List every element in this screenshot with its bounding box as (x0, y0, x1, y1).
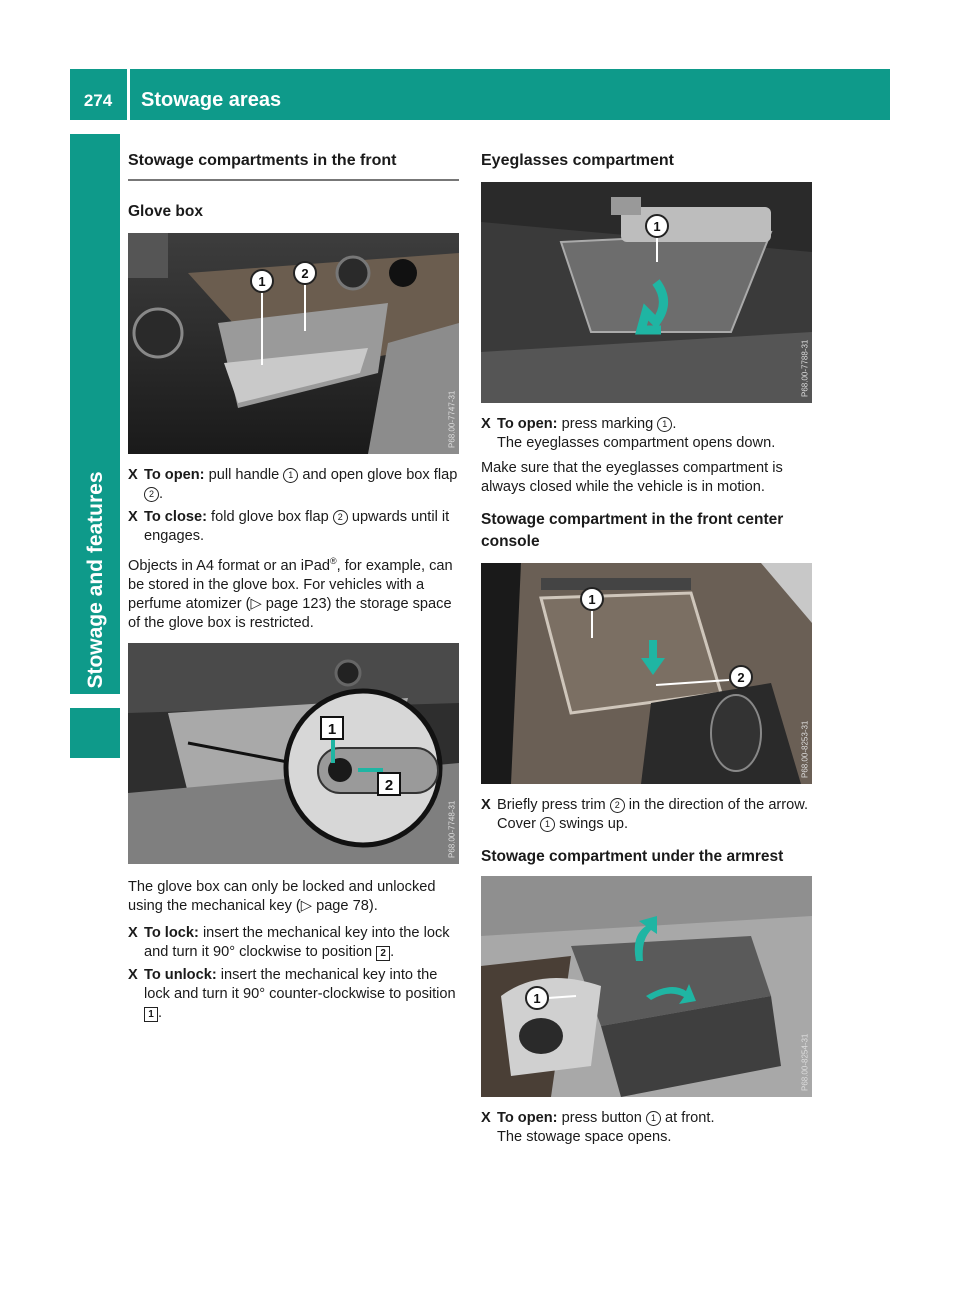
callout-ref: 1 (646, 1111, 661, 1126)
left-column (128, 150, 459, 1027)
glovebox-photo (128, 233, 459, 454)
photo-callout: 1 (588, 592, 596, 607)
glovebox-lock-photo (128, 643, 459, 864)
photo-code: P68.00-8253-31 (800, 720, 809, 778)
step-marker: X (481, 416, 491, 432)
step-text: and open glove box flap (302, 467, 458, 483)
callout-ref: 2 (144, 487, 159, 502)
glovebox-title: Glove box (128, 203, 203, 220)
photo-callout: 1 (653, 219, 661, 234)
photo-code: P68.00-7748-31 (447, 800, 456, 858)
instruction-step: X To open: press marking 1 . The eyeglasses compartment opens down. (481, 416, 776, 451)
step-text: fold glove box flap (211, 509, 329, 525)
step-result: swings up. (559, 816, 629, 832)
page-header (70, 69, 890, 120)
photo-callout: 1 (533, 991, 541, 1006)
eyeglasses-title: Eyeglasses compartment (481, 152, 674, 169)
photo-callout: 1 (258, 274, 266, 289)
paragraph-text: , for example, can be stored in the glove box. For vehicles with a perfume atomizer ( (128, 557, 453, 612)
instruction-step: X To unlock: insert the mechanical key into the lock and turn it 90° counter-clockwise to position 1 . (128, 966, 456, 1021)
step-text: Briefly press trim (497, 797, 606, 813)
side-tab-label: Stowage and features (84, 471, 107, 689)
step-label: To open: (497, 416, 558, 432)
paragraph-text: page 78). (316, 897, 378, 914)
center-console-photo (481, 563, 812, 784)
step-text: in the direction of the arrow. (628, 797, 809, 813)
instruction-step: X To lock: insert the mechanical key into the lock and turn it 90° clockwise to position 2 . (128, 924, 450, 960)
step-label: To unlock: (144, 966, 217, 983)
paragraph-text: page 123) the storage space of the glove box is restricted. (128, 595, 452, 631)
header-divider (127, 69, 130, 120)
step-label: To close: (144, 509, 207, 525)
step-text: press marking (561, 416, 654, 432)
instruction-step: X To open: pull handle 1 and open glove box flap 2 . (128, 467, 458, 502)
instruction-step (481, 1109, 813, 1147)
side-tab-marker (70, 708, 120, 758)
step-result: The stowage space opens. (497, 1129, 672, 1145)
section-title: Stowage compartments in the front (128, 152, 397, 169)
chapter-title: Stowage areas (141, 89, 282, 111)
photo-callout: 2 (301, 266, 309, 281)
callout-ref: 1 (540, 817, 555, 832)
step-label: To open: (497, 1110, 558, 1126)
step-marker: X (128, 924, 138, 941)
armrest-title: Stowage compartment under the armrest (481, 848, 784, 865)
paragraph-text: The glove box can only be locked and unlocked using the mechanical key ( (128, 878, 436, 914)
callout-ref: 2 (333, 510, 348, 525)
position-ref: 2 (376, 946, 390, 961)
step-text: at front. (665, 1110, 715, 1126)
page-ref-icon: ▷ (300, 897, 313, 914)
step-marker: X (481, 1110, 491, 1126)
callout-ref: 2 (610, 798, 625, 813)
step-text: insert the mechanical key into the lock and turn it 90° clockwise to position (144, 924, 450, 960)
step-result: The eyeglasses compartment opens down. (497, 435, 776, 451)
photo-code: P68.00-7747-31 (447, 390, 456, 448)
step-text: pull handle (208, 467, 280, 483)
step-marker: X (128, 966, 138, 983)
photo-code: P68.00-7788-31 (800, 339, 809, 397)
step-text: insert the mechanical key into the lock and turn it 90° counter-clockwise to position (144, 966, 456, 1002)
photo-callout: 2 (737, 670, 745, 685)
step-text: press button (561, 1110, 642, 1126)
instruction-step (128, 508, 459, 546)
callout-ref: 1 (283, 468, 298, 483)
step-marker: X (481, 797, 491, 813)
step-label: To lock: (144, 924, 199, 941)
photo-callout: 2 (384, 776, 394, 794)
step-marker: X (128, 467, 138, 483)
instruction-step (481, 796, 813, 834)
right-column (481, 150, 813, 1151)
page-ref-icon: ▷ (250, 595, 262, 612)
photo-callout: 1 (327, 720, 337, 738)
step-label: To open: (144, 467, 205, 483)
step-marker: X (128, 509, 138, 525)
position-ref: 1 (144, 1007, 158, 1022)
center-console-title: Stowage compartment in the front center console (481, 511, 784, 550)
page-number: 274 (83, 91, 113, 110)
paragraph (128, 552, 459, 633)
registered-mark: ® (329, 556, 337, 566)
step-text: upwards until it engages. (144, 509, 450, 544)
photo-code: P68.00-8254-31 (800, 1033, 809, 1091)
section-rule (128, 179, 459, 181)
paragraph: Make sure that the eyeglasses compartment is always closed while the vehicle is in motion. (481, 460, 783, 495)
step-result: Cover (497, 816, 536, 832)
eyeglasses-photo (481, 182, 812, 403)
callout-ref: 1 (657, 417, 672, 432)
paragraph-text: Objects in A4 format or an iPad (128, 557, 330, 574)
paragraph (128, 878, 459, 916)
armrest-photo (481, 876, 812, 1097)
